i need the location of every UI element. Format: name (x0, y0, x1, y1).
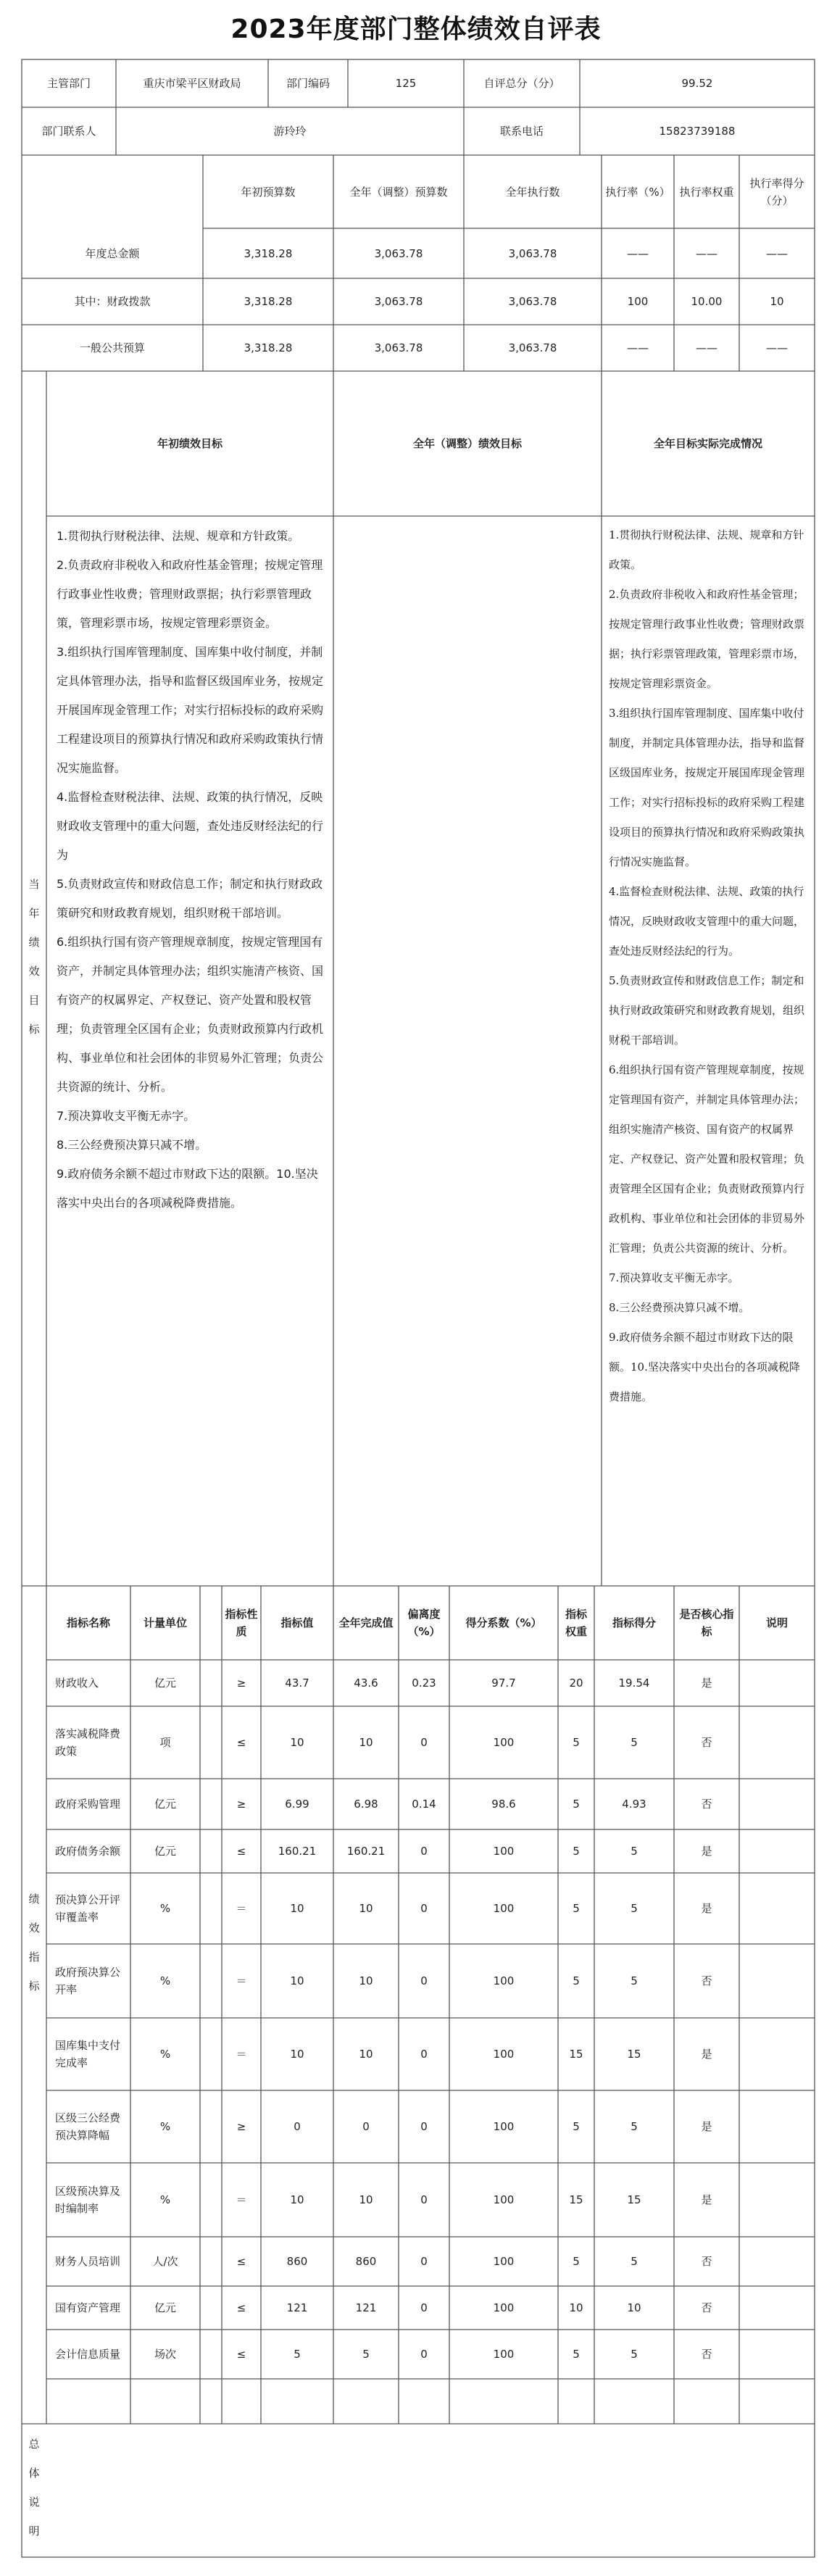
indicator-weight: 5 (573, 1736, 580, 1749)
actual-item: 6.组织执行国有资产管理规章制度，按规定管理国有资产，并制定具体管理办法；组织实施清产核资、国有资产的权属界定、产权登记、资产处置和股权管理；负责管理全区国有企业；负责财政预算内行政机构、事业单位和社会团体的非贸易外汇管理；负责公共资源的统计、分析。 (609, 1063, 805, 1255)
indicator-actual: 10 (359, 2193, 373, 2206)
goals-actual-text (609, 520, 809, 1412)
budget-row-label: 一般公共预算 (79, 341, 145, 354)
indicator-coef: 100 (493, 2255, 515, 2268)
indicator-value: 860 (286, 2255, 308, 2268)
indicator-value: 10 (290, 1974, 304, 1987)
indicator-deviation: 0.14 (412, 1798, 436, 1811)
indicator-weight: 15 (569, 2048, 583, 2061)
indicators-side-label: 绩效指标 (28, 1892, 40, 1993)
budget-weight: 10.00 (691, 295, 723, 308)
goal-item: 5.负责财政宣传和财政信息工作；制定和执行财政政策研究和财政教育规划，组织财税干部培训。 (57, 877, 323, 920)
score-label: 自评总分（分） (483, 77, 560, 90)
indicator-name: 区级三公经费预决算降幅 (55, 2111, 121, 2142)
ind-header-name: 指标名称 (66, 1616, 110, 1629)
indicator-name: 区级预决算及时编制率 (55, 2185, 121, 2215)
indicator-value: 160.21 (278, 1845, 317, 1858)
goal-item: 3.组织执行国库管理制度、国库集中收付制度，并制定具体管理办法，指导和监督区级国库业务，按规定开展国库现金管理工作；对实行招标投标的政府采购工程建设项目的预算执行情况和政府采购政策执行情况实施监督。 (57, 645, 324, 775)
indicator-value: 5 (294, 2348, 301, 2361)
indicator-coef: 100 (493, 1736, 515, 1749)
actual-item: 5.负责财政宣传和财政信息工作；制定和执行财政政策研究和财政教育规划，组织财税干部培训。 (609, 974, 805, 1047)
budget-header-weight: 执行率权重 (679, 185, 734, 199)
indicator-nature: ＝ (236, 2048, 247, 2061)
ind-header-nature: 指标性质 (225, 1608, 258, 1638)
actual-item: 7.预决算收支平衡无赤字。 (609, 1271, 739, 1284)
indicator-weight: 5 (573, 1902, 580, 1915)
contact-label: 部门联系人 (41, 125, 96, 138)
indicator-name: 国库集中支付完成率 (55, 2039, 121, 2069)
indicator-coef: 100 (493, 2348, 515, 2361)
indicator-unit: 亿元 (154, 1845, 176, 1858)
indicator-value: 121 (286, 2301, 308, 2314)
ind-header-deviation: 偏离度（%） (407, 1608, 441, 1638)
indicator-actual: 10 (359, 1974, 373, 1987)
indicator-deviation: 0 (420, 2301, 428, 2314)
dept-label: 主管部门 (46, 77, 91, 90)
indicator-core: 否 (701, 2348, 712, 2361)
actual-item: 3.组织执行国库管理制度、国库集中收付制度，并制定具体管理办法，指导和监督区级国库业务，按规定开展国库现金管理工作；对实行招标投标的政府采购工程建设项目的预算执行情况和政府采购政策执行情况实施监督。 (609, 707, 805, 868)
indicator-actual: 0 (362, 2120, 370, 2133)
indicator-actual: 43.6 (354, 1677, 378, 1690)
indicator-name: 财务人员培训 (55, 2255, 121, 2268)
indicator-score: 15 (627, 2048, 641, 2061)
indicator-coef: 100 (493, 2048, 515, 2061)
goals-col-initial: 年初绩效目标 (157, 437, 222, 450)
indicator-actual: 6.98 (354, 1798, 378, 1811)
indicator-core: 是 (701, 1677, 712, 1690)
indicator-score: 5 (631, 2255, 638, 2268)
indicator-actual: 10 (359, 2048, 373, 2061)
indicator-unit: 亿元 (154, 1798, 176, 1811)
indicator-core: 否 (701, 1736, 712, 1749)
budget-score: —— (766, 246, 788, 260)
budget-header-rate: 执行率（%） (605, 185, 670, 199)
indicator-value: 0 (294, 2120, 301, 2133)
goal-item: 6.组织执行国有资产管理规章制度，按规定管理国有资产，并制定具体管理办法；组织实施清产核资、国有资产的权属界定、产权登记、资产处置和股权管理；负责管理全区国有企业；负责财政预算内行政机构、事业单位和社会团体的非贸易外汇管理；负责公共资源的统计、分析。 (57, 935, 324, 1094)
indicator-actual: 10 (359, 1902, 373, 1915)
contact-value: 游玲玲 (273, 125, 307, 138)
indicator-coef: 100 (493, 2120, 515, 2133)
indicator-weight: 5 (573, 1974, 580, 1987)
ind-header-value: 指标值 (280, 1616, 314, 1629)
budget-row-label: 年度总金额 (85, 246, 140, 260)
indicator-actual: 121 (355, 2301, 377, 2314)
indicator-unit: 亿元 (154, 2301, 176, 2314)
budget-weight: —— (696, 341, 717, 354)
indicator-weight: 10 (569, 2301, 583, 2314)
indicator-nature: ＝ (236, 1974, 247, 1987)
goal-item: 8.三公经费预决算只减不增。 (57, 1138, 207, 1152)
indicator-core: 否 (701, 1974, 712, 1987)
indicator-score: 5 (631, 2348, 638, 2361)
indicator-unit: % (159, 1974, 171, 1987)
indicator-name: 落实减税降费政策 (55, 1727, 121, 1758)
indicator-name: 政府采购管理 (55, 1798, 121, 1811)
budget-adjusted: 3,063.78 (374, 295, 423, 308)
indicator-coef: 100 (493, 2301, 515, 2314)
indicator-value: 43.7 (285, 1677, 309, 1690)
indicator-core: 否 (701, 1798, 712, 1811)
indicator-nature: ≥ (236, 1677, 246, 1690)
indicator-score: 10 (627, 2301, 641, 2314)
budget-executed: 3,063.78 (508, 246, 557, 260)
phone-value: 15823739188 (659, 125, 736, 138)
indicator-core: 是 (701, 2120, 712, 2133)
ind-header-weight: 指标权重 (565, 1608, 587, 1638)
indicator-name: 预决算公开评审覆盖率 (55, 1893, 121, 1924)
indicator-actual: 160.21 (346, 1845, 386, 1858)
indicator-nature: ≤ (236, 2255, 246, 2268)
indicator-unit: % (159, 2193, 171, 2206)
indicator-coef: 100 (493, 2193, 515, 2206)
page-title: 2023年度部门整体绩效自评表 (230, 14, 602, 44)
indicator-name: 政府债务余额 (55, 1845, 121, 1858)
budget-adjusted: 3,063.78 (374, 341, 423, 354)
goal-item: 4.监督检查财税法律、法规、政策的执行情况，反映财政收支管理中的重大问题，查处违反财经法纪的行为 (57, 790, 324, 862)
code-value: 125 (395, 77, 417, 90)
budget-weight: —— (696, 246, 717, 260)
indicator-name: 会计信息质量 (55, 2348, 121, 2361)
indicator-coef: 98.6 (491, 1798, 516, 1811)
indicator-core: 是 (701, 1902, 712, 1915)
actual-item: 4.监督检查财税法律、法规、政策的执行情况，反映财政收支管理中的重大问题，查处违反财经法纪的行为。 (609, 885, 805, 957)
actual-item: 2.负责政府非税收入和政府性基金管理；按规定管理行政事业性收费；管理财政票据；执行彩票管理政策，管理彩票市场，按规定管理彩票资金。 (609, 588, 805, 690)
indicator-nature: ≤ (236, 1736, 246, 1749)
indicator-name: 财政收入 (55, 1677, 99, 1690)
goals-col-actual: 全年目标实际完成情况 (653, 437, 762, 450)
indicator-value: 6.99 (285, 1798, 309, 1811)
indicator-weight: 20 (569, 1677, 583, 1690)
indicator-deviation: 0 (420, 2048, 428, 2061)
indicator-score: 5 (631, 1902, 638, 1915)
budget-initial: 3,318.28 (244, 341, 293, 354)
indicator-nature: ≥ (236, 2120, 246, 2133)
indicator-unit: 人/次 (152, 2255, 178, 2268)
indicator-nature: ≤ (236, 2348, 246, 2361)
indicator-deviation: 0.23 (412, 1677, 436, 1690)
indicator-value: 10 (290, 2048, 304, 2061)
indicator-coef: 100 (493, 1845, 515, 1858)
indicator-core: 是 (701, 2048, 712, 2061)
indicator-nature: ≤ (236, 1845, 246, 1858)
indicator-weight: 5 (573, 2255, 580, 2268)
indicator-score: 19.54 (618, 1677, 650, 1690)
budget-rate: —— (627, 246, 649, 260)
ind-header-coef: 得分系数（%） (465, 1616, 542, 1629)
indicator-weight: 5 (573, 1845, 580, 1858)
budget-rate: —— (627, 341, 649, 354)
ind-header-actual: 全年完成值 (338, 1616, 394, 1629)
goal-item: 9.政府债务余额不超过市财政下达的限额。10.坚决落实中央出台的各项减税降费措施。 (57, 1167, 318, 1210)
indicator-score: 4.93 (622, 1798, 646, 1811)
indicator-score: 5 (631, 2120, 638, 2133)
score-value: 99.52 (681, 77, 713, 90)
budget-initial: 3,318.28 (244, 295, 293, 308)
indicator-unit: 项 (159, 1736, 171, 1749)
indicator-score: 5 (631, 1974, 638, 1987)
indicator-coef: 97.7 (491, 1677, 516, 1690)
indicator-nature: ＝ (236, 2193, 247, 2206)
dept-value: 重庆市梁平区财政局 (143, 77, 241, 90)
ind-header-score: 指标得分 (612, 1616, 656, 1629)
ind-header-unit: 计量单位 (143, 1616, 187, 1629)
summary-label: 总体说明 (28, 2438, 40, 2538)
indicator-core: 否 (701, 2301, 712, 2314)
indicator-core: 是 (701, 2193, 712, 2206)
indicator-deviation: 0 (420, 2348, 428, 2361)
indicator-deviation: 0 (420, 1736, 428, 1749)
ind-header-note: 说明 (765, 1616, 788, 1629)
budget-header-initial: 年初预算数 (241, 185, 296, 199)
indicator-deviation: 0 (420, 2120, 428, 2133)
goal-item: 2.负责政府非税收入和政府性基金管理；按规定管理行政事业性收费；管理财政票据；执行彩票管理政策，管理彩票市场，按规定管理彩票资金。 (57, 558, 323, 630)
indicator-actual: 860 (355, 2255, 377, 2268)
indicator-unit: % (159, 1902, 171, 1915)
indicator-deviation: 0 (420, 1902, 428, 1915)
budget-header-score: 执行率得分（分） (749, 176, 804, 207)
indicator-value: 10 (290, 2193, 304, 2206)
indicator-score: 5 (631, 1736, 638, 1749)
indicator-nature: ＝ (236, 1902, 247, 1915)
indicator-weight: 5 (573, 2348, 580, 2361)
indicator-coef: 100 (493, 1902, 515, 1915)
budget-rate: 100 (627, 295, 649, 308)
budget-adjusted: 3,063.78 (374, 246, 423, 260)
budget-executed: 3,063.78 (508, 341, 557, 354)
budget-score: —— (766, 341, 788, 354)
indicator-deviation: 0 (420, 2255, 428, 2268)
goals-side-label: 当年绩效目标 (28, 878, 40, 1036)
code-label: 部门编码 (286, 77, 330, 90)
indicator-weight: 5 (573, 2120, 580, 2133)
budget-header-executed: 全年执行数 (505, 185, 560, 199)
indicator-unit: % (159, 2120, 171, 2133)
indicator-deviation: 0 (420, 1845, 428, 1858)
budget-row-label: 其中：财政拨款 (74, 295, 151, 308)
indicator-value: 10 (290, 1902, 304, 1915)
budget-header-adjusted: 全年（调整）预算数 (349, 185, 448, 199)
actual-item: 1.贯彻执行财税法律、法规、规章和方针政策。 (609, 528, 804, 571)
indicator-unit: 场次 (154, 2348, 176, 2361)
indicator-score: 5 (631, 1845, 638, 1858)
actual-item: 8.三公经费预决算只减不增。 (609, 1301, 750, 1314)
indicator-name: 政府预决算公开率 (55, 1966, 121, 1996)
indicator-weight: 5 (573, 1798, 580, 1811)
budget-score: 10 (770, 295, 784, 308)
goals-col-adjusted: 全年（调整）绩效目标 (412, 437, 522, 450)
indicator-unit: 亿元 (154, 1677, 176, 1690)
indicator-weight: 15 (569, 2193, 583, 2206)
indicator-deviation: 0 (420, 2193, 428, 2206)
indicator-name: 国有资产管理 (55, 2301, 121, 2314)
indicator-core: 否 (701, 2255, 712, 2268)
actual-item: 9.政府债务余额不超过市财政下达的限额。10.坚决落实中央出台的各项减税降费措施。 (609, 1331, 800, 1403)
goal-item: 7.预决算收支平衡无赤字。 (57, 1109, 196, 1123)
goal-item: 1.贯彻执行财税法律、法规、规章和方针政策。 (57, 529, 300, 543)
indicator-unit: % (159, 2048, 171, 2061)
indicator-nature: ≥ (236, 1798, 246, 1811)
indicator-value: 10 (290, 1736, 304, 1749)
indicator-actual: 10 (359, 1736, 373, 1749)
phone-label: 联系电话 (499, 125, 544, 138)
indicator-core: 是 (701, 1845, 712, 1858)
budget-initial: 3,318.28 (244, 246, 293, 260)
indicator-nature: ≤ (236, 2301, 246, 2314)
indicator-coef: 100 (493, 1974, 515, 1987)
indicator-deviation: 0 (420, 1974, 428, 1987)
ind-header-core: 是否核心指标 (679, 1608, 734, 1638)
indicator-score: 15 (627, 2193, 641, 2206)
budget-executed: 3,063.78 (508, 295, 557, 308)
indicator-actual: 5 (362, 2348, 370, 2361)
goals-initial-text (57, 522, 328, 1218)
